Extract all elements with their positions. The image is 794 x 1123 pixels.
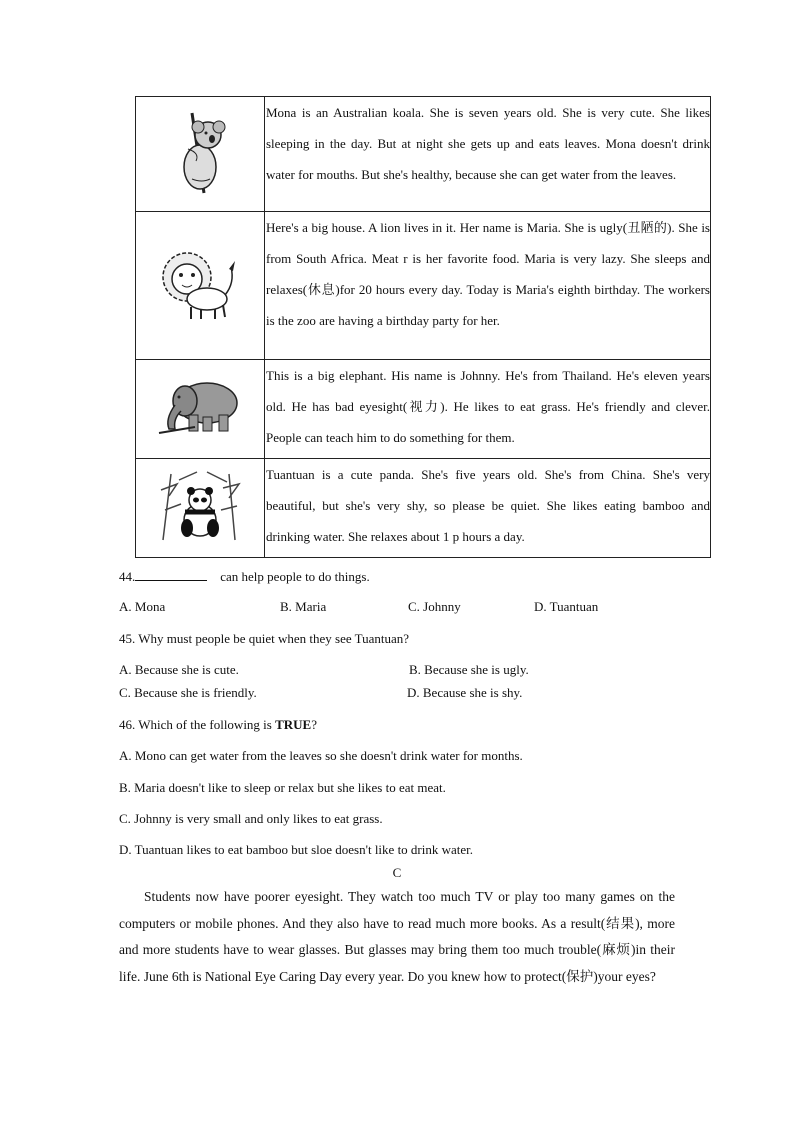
q45-option-b[interactable]: B. Because she is ugly. (409, 662, 529, 677)
q44-option-c[interactable]: C. Johnny (408, 599, 461, 614)
q44-option-a[interactable]: A. Mona (119, 599, 166, 614)
koala-image (170, 109, 230, 195)
panda-image (157, 470, 243, 542)
question-44: 44. can help people to do things. (119, 569, 370, 584)
section-c-paragraph: Students now have poorer eyesight. They watch too much TV or play too many games on the computers or mobile phones. And they also have to read much more books. As a result(结果), more and more students have to wear glasses. But glasses may bring them too much trouble(麻烦)in their life. June 6th is National Eye Caring Day every year. Do you knew how to protect(保护)your eyes? (119, 889, 675, 984)
panda-passage: Tuantuan is a cute panda. She's five years old. She's from China. She's very beautiful, but she's very shy, so please be quiet. She likes eating bamboo and drinking water. She relaxes about 1 p hours a day. (265, 459, 711, 558)
question-46: 46. Which of the following is TRUE? (119, 717, 318, 732)
image-cell (136, 360, 265, 459)
table-row (136, 212, 711, 360)
q45-option-a[interactable]: A. Because she is cute. (119, 662, 239, 677)
koala-passage: Mona is an Australian koala. She is seven years old. She is very cute. She likes sleeping in the day. But at night she gets up and eats leaves. Mona doesn't drink water for mouths. But she's healthy, because she can get water from the leaves. (265, 97, 711, 212)
table-row (136, 360, 711, 459)
lion-image (155, 243, 245, 323)
table-row (136, 97, 711, 212)
elephant-passage: This is a big elephant. His name is Johnny. He's from Thailand. He's eleven years old. He has bad eyesight(视力). He likes to eat grass. He's friendly and clever. People can teach him to do something for them. (265, 360, 711, 459)
section-heading: C (392, 865, 402, 880)
q46-option-b[interactable]: B. Maria doesn't like to sleep or relax but she likes to eat meat. (119, 780, 446, 795)
table-row (136, 459, 711, 558)
lion-passage: Here's a big house. A lion lives in it. Her name is Maria. She is ugly(丑陋的). She is from South Africa. Meat r is her favorite food. Maria is very lazy. She sleeps and relaxes(休息)for 20 hours every day. Today is Maria's eighth birthday. The workers is the zoo are having a birthday party for her. (265, 212, 711, 360)
q45-option-c[interactable]: C. Because she is friendly. (119, 685, 257, 700)
q45-option-d[interactable]: D. Because she is shy. (407, 685, 523, 700)
image-cell (136, 459, 265, 558)
question-45: 45. Why must people be quiet when they see Tuantuan? (119, 631, 410, 646)
image-cell (136, 97, 265, 212)
answer-blank[interactable] (135, 568, 207, 581)
elephant-image (155, 375, 245, 439)
q46-option-c[interactable]: C. Johnny is very small and only likes to eat grass. (119, 811, 383, 826)
image-cell (136, 212, 265, 360)
q46-option-a[interactable]: A. Mono can get water from the leaves so she doesn't drink water for months. (119, 748, 523, 763)
true-keyword: TRUE (275, 717, 312, 732)
q44-option-b[interactable]: B. Maria (280, 599, 327, 614)
q46-option-d[interactable]: D. Tuantuan likes to eat bamboo but sloe doesn't like to drink water. (119, 842, 474, 857)
q44-option-d[interactable]: D. Tuantuan (534, 599, 599, 614)
animal-passage-table (135, 96, 711, 558)
